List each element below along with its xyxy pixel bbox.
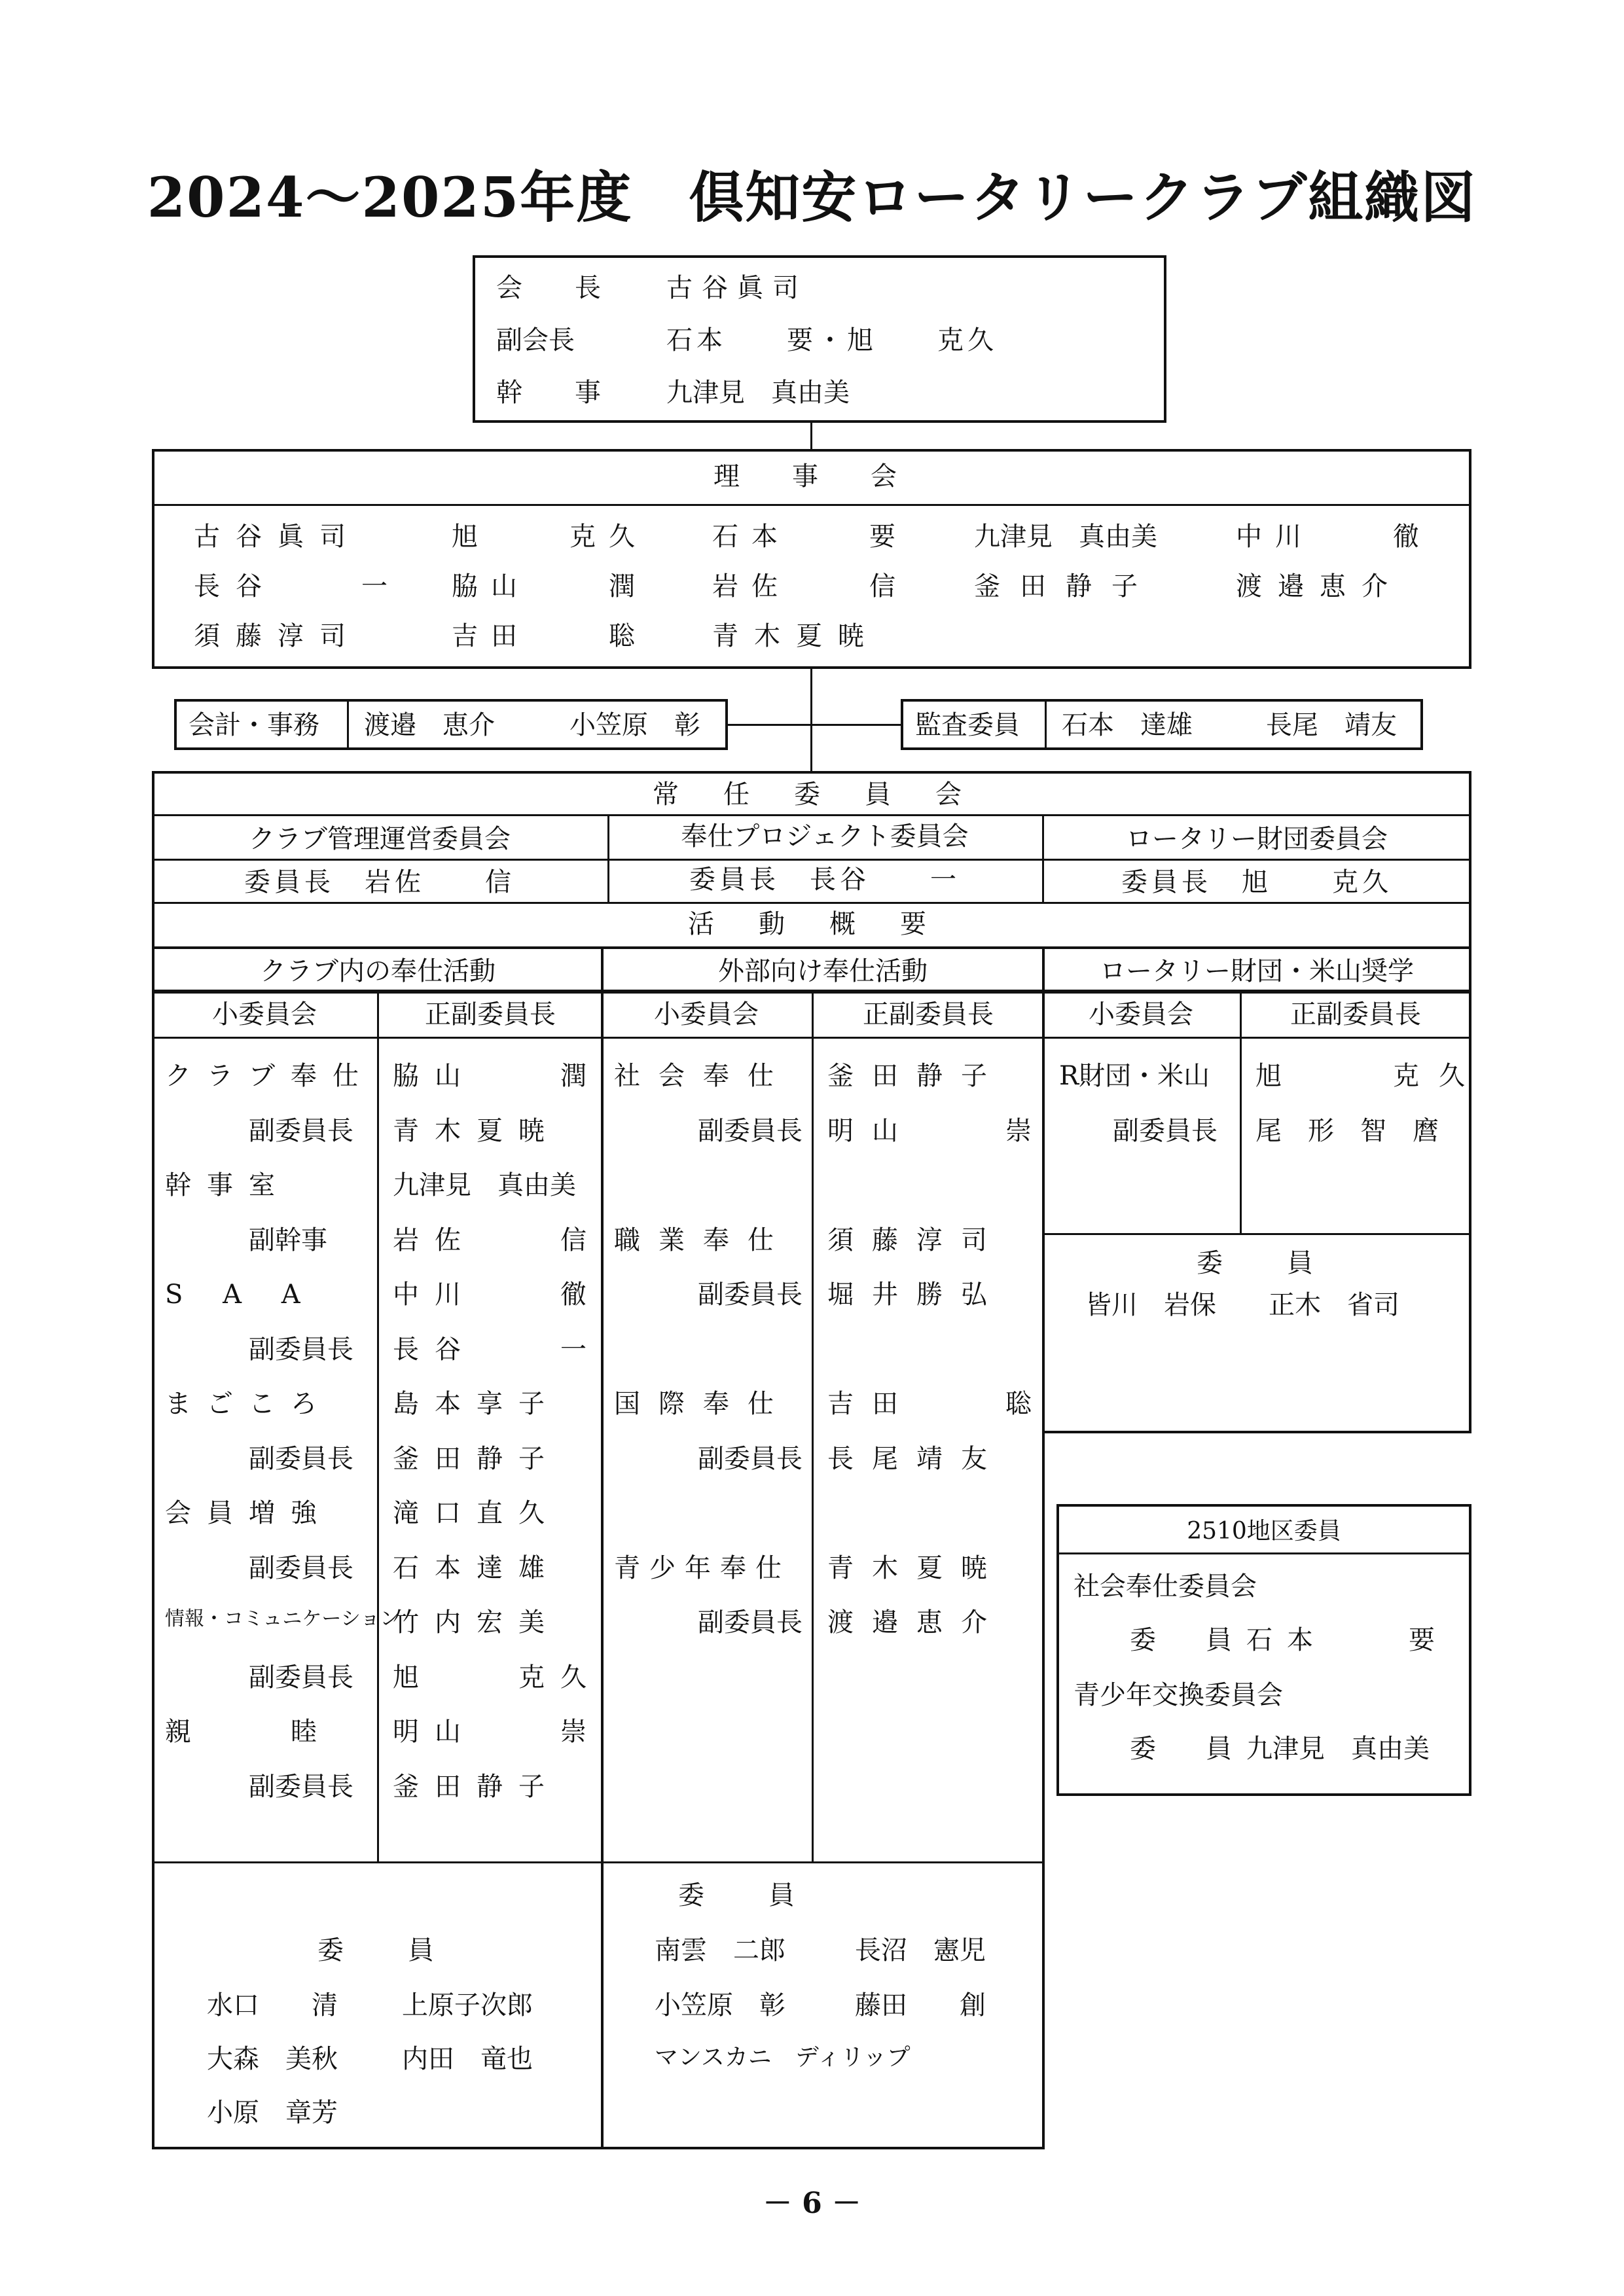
club-chair-name: 滝口直久 (393, 1498, 560, 1528)
activity-name: クラブ内の奉仕活動 (260, 956, 496, 986)
divider (812, 990, 814, 1861)
activity-name: ロータリー財団・米山奨学 (1100, 956, 1414, 986)
board-divider (152, 504, 1471, 506)
board-member: 脇山 潤 (452, 571, 648, 601)
sub-header: 正副委員長 (1290, 999, 1421, 1030)
club-chair-name: 釜田静子 (393, 1772, 560, 1802)
audit-name: 長尾 靖友 (1266, 710, 1397, 740)
club-sub-committee: 副委員長 (249, 1553, 353, 1583)
external-chair-name: 青木夏暁 (827, 1553, 1005, 1583)
external-sub-committee: 国際奉仕 (614, 1389, 792, 1419)
club-sub-committee: クラブ奉仕 (165, 1061, 374, 1091)
sub-header: 正副委員長 (863, 999, 994, 1030)
foundation-members: 皆川 岩保 正木 省司 (1085, 1290, 1399, 1320)
club-sub-committee: 副委員長 (249, 1772, 353, 1802)
external-chair-name: 渡邉恵介 (827, 1607, 1005, 1638)
board-member: 吉田 聡 (452, 621, 648, 651)
committee-chair: 委員長 岩佐 信 (244, 867, 515, 897)
board-member: 岩佐 信 (712, 571, 909, 601)
divider (601, 990, 1045, 992)
external-chair-name: 長尾靖友 (827, 1444, 1005, 1474)
foundation-sub: 副委員長 (1113, 1116, 1218, 1146)
external-sub-committee: 副委員長 (698, 1607, 803, 1638)
club-sub-committee: まごころ (165, 1389, 333, 1419)
club-sub-committee: 幹事室 (165, 1170, 291, 1200)
committee-name: 奉仕プロジェクト委員会 (681, 821, 969, 852)
officer-role-vice: 副会長 (496, 325, 575, 355)
audit-name: 石本 達雄 (1062, 710, 1193, 740)
member-name: 大森 美秋 (207, 2044, 338, 2074)
club-sub-committee: 親 睦 (165, 1717, 333, 1747)
external-sub-committee: 副委員長 (698, 1280, 803, 1310)
connector-line (810, 423, 812, 450)
external-chair-name: 釜田静子 (827, 1061, 1005, 1091)
activity-heading: 活 動 概 要 (688, 909, 935, 939)
district-role: 委 員 (1130, 1734, 1244, 1764)
officer-role-secretary: 幹 事 (496, 378, 601, 408)
accounting-divider (347, 699, 349, 750)
accounting-name: 渡邉 恵介 (364, 710, 495, 740)
board-member: 青木夏暁 (712, 621, 880, 651)
accounting-name: 小笠原 彰 (569, 710, 700, 740)
board-member: 旭 克久 (452, 522, 648, 552)
board-member: 九津見 真由美 (974, 522, 1157, 552)
external-chair-name: 吉田 聡 (827, 1389, 1050, 1419)
divider (1042, 1037, 1471, 1039)
members-heading: 委 員 (678, 1880, 799, 1910)
member-name: 水口 清 (207, 1990, 338, 2020)
divider (152, 1861, 604, 1863)
member-name: 小笠原 彰 (655, 1990, 785, 2020)
activity-name: 外部向け奉仕活動 (718, 956, 928, 986)
external-chair-name: 堀井勝弘 (827, 1280, 1005, 1310)
external-sub-committee: 副委員長 (698, 1444, 803, 1474)
board-member: 中川 徹 (1236, 522, 1432, 552)
officer-role-president: 会 長 (496, 273, 601, 303)
club-chair-name: 島本享子 (393, 1389, 560, 1419)
audit-label: 監査委員 (915, 710, 1020, 740)
sub-header: 小委員会 (654, 999, 759, 1030)
members-heading: 委 員 (1197, 1248, 1317, 1278)
divider (152, 814, 1471, 816)
committee-chair: 委員長 長谷 一 (689, 865, 960, 895)
foundation-chair: 旭 克久 (1255, 1061, 1485, 1091)
sub-header: 正副委員長 (425, 999, 556, 1030)
club-sub-committee: 副委員長 (249, 1662, 353, 1693)
district-name: 石本 要 (1246, 1625, 1449, 1655)
board-member: 須藤淳司 (194, 621, 361, 651)
connector-line (728, 724, 901, 726)
club-chair-name: 明山 崇 (393, 1717, 602, 1747)
club-chair-name: 青木夏暁 (393, 1116, 560, 1146)
external-chair-name: 明山 崇 (827, 1116, 1050, 1146)
external-sub-committee: 社会奉仕 (614, 1061, 792, 1091)
club-chair-name: 岩佐 信 (393, 1225, 602, 1255)
member-name: 内田 竜也 (402, 2044, 533, 2074)
accounting-label: 会計・事務 (189, 710, 319, 740)
club-sub-committee: 情報・コミュニケーション (165, 1607, 400, 1630)
divider (377, 990, 379, 1861)
club-chair-name: 脇山 潤 (393, 1061, 602, 1091)
divider (1042, 1233, 1471, 1235)
divider (601, 1861, 1045, 1863)
member-name: 藤田 創 (855, 1990, 986, 2020)
officer-name-president: 古谷眞司 (666, 273, 808, 303)
officer-name-secretary: 九津見 真由美 (666, 378, 850, 408)
page-number: － 6 － (763, 2187, 861, 2220)
foundation-sub: R財団・米山 (1059, 1061, 1210, 1091)
external-sub-committee: 副委員長 (698, 1116, 803, 1146)
divider (1042, 990, 1471, 992)
club-chair-name: 中川 徹 (393, 1280, 602, 1310)
club-sub-committee: 副幹事 (249, 1225, 327, 1255)
member-name: マンスカニ ディリップ (655, 2044, 911, 2071)
club-chair-name: 竹内宏美 (393, 1607, 560, 1638)
district-heading: 2510地区委員 (1187, 1518, 1341, 1545)
district-name: 九津見 真由美 (1246, 1734, 1430, 1764)
board-heading: 理 事 会 (713, 461, 910, 492)
club-sub-committee: 副委員長 (249, 1335, 353, 1365)
external-chair-name: 須藤淳司 (827, 1225, 1005, 1255)
divider (152, 1037, 604, 1039)
divider (601, 1037, 1045, 1039)
divider (1056, 1552, 1471, 1554)
district-committee: 青少年交換委員会 (1074, 1680, 1283, 1710)
board-member: 釜田静子 (974, 571, 1157, 601)
member-name: 長沼 憲児 (855, 1935, 986, 1965)
district-role: 委 員 (1130, 1625, 1244, 1655)
board-member: 長谷 一 (194, 571, 403, 601)
officer-name-vice: 石本 要・旭 克久 (666, 325, 998, 355)
sub-header: 小委員会 (1089, 999, 1193, 1030)
connector-line (810, 669, 812, 772)
page-title: 2024～2025年度 倶知安ロータリークラブ組織図 (147, 165, 1477, 230)
committee-name: ロータリー財団委員会 (1126, 824, 1388, 854)
committee-name: クラブ管理運営委員会 (249, 824, 511, 854)
board-member: 石本 要 (712, 522, 909, 552)
club-chair-name: 旭 克久 (393, 1662, 602, 1693)
audit-divider (1045, 699, 1047, 750)
foundation-chair: 尾形智麿 (1255, 1116, 1465, 1146)
external-sub-committee: 青少年奉仕 (614, 1553, 791, 1583)
club-chair-name: 石本達雄 (393, 1553, 560, 1583)
sub-header: 小委員会 (212, 999, 317, 1030)
member-name: 上原子次郎 (402, 1990, 533, 2020)
member-name: 小原 章芳 (207, 2098, 338, 2128)
club-chair-name: 九津見 真由美 (393, 1170, 576, 1200)
club-chair-name: 釜田静子 (393, 1444, 560, 1474)
external-sub-committee: 職業奉仕 (614, 1225, 792, 1255)
standing-heading: 常 任 委 員 会 (653, 780, 971, 810)
club-sub-committee: 副委員長 (249, 1444, 353, 1474)
divider (152, 902, 1471, 904)
club-sub-committee: S A A (165, 1280, 316, 1310)
board-member: 渡邉恵介 (1236, 571, 1403, 601)
district-committee: 社会奉仕委員会 (1074, 1571, 1257, 1602)
club-sub-committee: 副委員長 (249, 1116, 353, 1146)
board-member: 古谷眞司 (194, 522, 361, 552)
divider (152, 859, 1471, 861)
members-heading: 委 員 (317, 1935, 438, 1965)
club-sub-committee: 会員増強 (165, 1498, 333, 1528)
club-chair-name: 長谷 一 (393, 1335, 602, 1365)
committee-chair: 委員長 旭 克久 (1121, 867, 1392, 897)
member-name: 南雲 二郎 (655, 1935, 785, 1965)
